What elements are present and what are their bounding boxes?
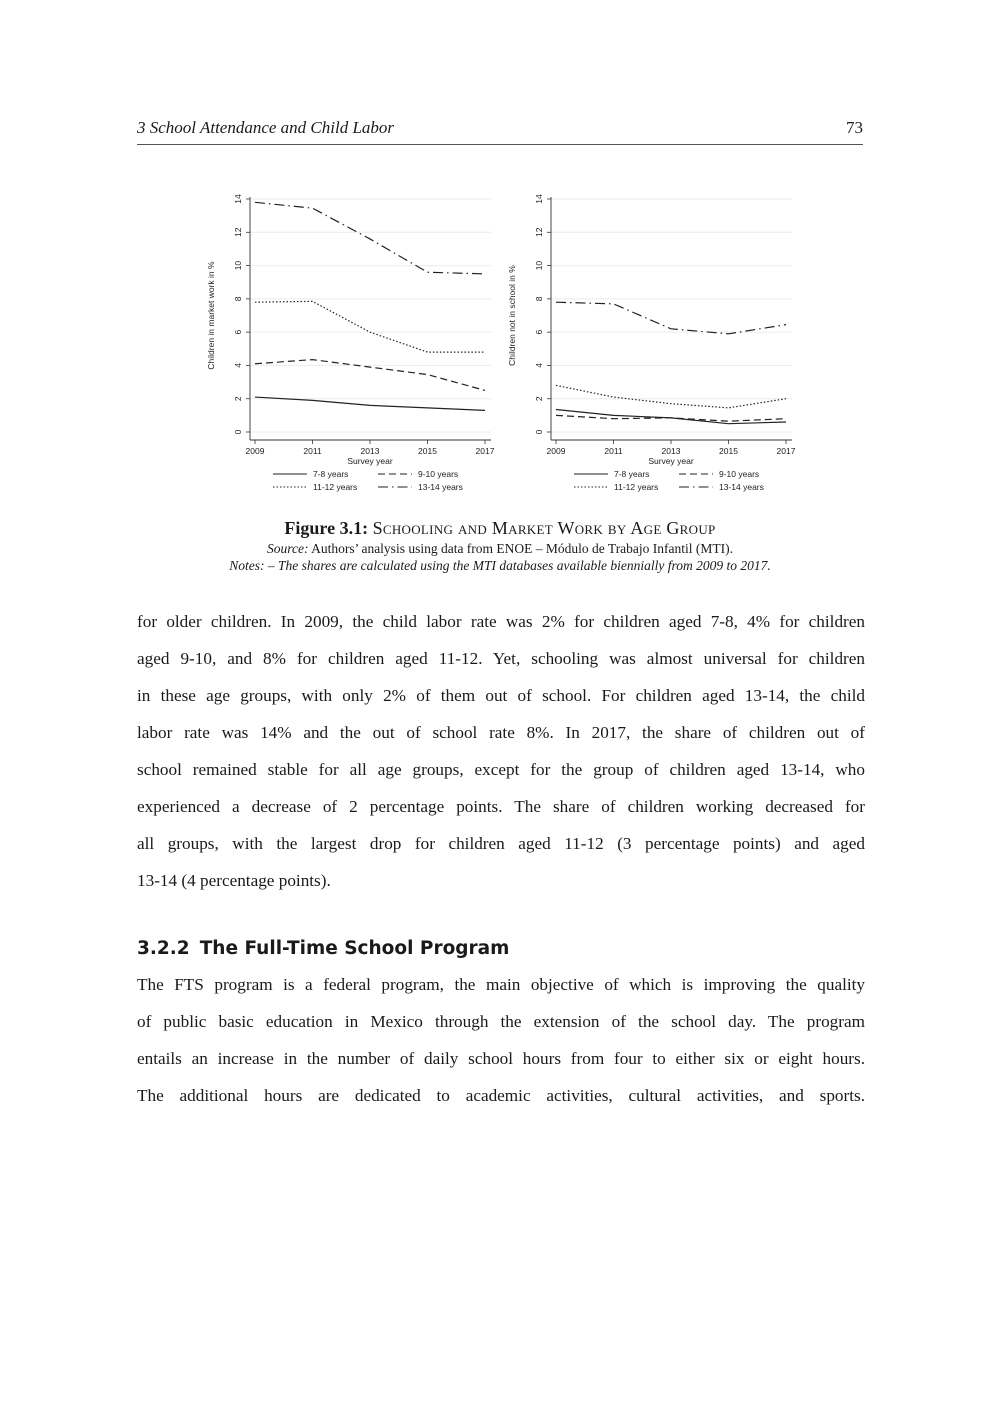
y-axis-title: Children not in school in % xyxy=(507,265,517,366)
source-text: Authors’ analysis using data from ENOE – Módulo de Trabajo Infantil (MTI). xyxy=(308,541,734,556)
y-tick-label: 10 xyxy=(233,260,243,271)
legend-label: 13-14 years xyxy=(418,482,463,492)
source-label: Source: xyxy=(266,541,309,556)
text-line: for older children. In 2009, the child labor rate was 2% for children aged 7-8, 4% for children xyxy=(137,612,865,631)
figure-notes: Notes: – The shares are calculated using the MTI databases available biennially from 2009 to 2017. xyxy=(229,558,771,573)
text-line: aged 9-10, and 8% for children aged 11-12. Yet, schooling was almost universal for children xyxy=(137,649,865,668)
legend-label: 7-8 years xyxy=(313,469,349,479)
series-line-11-12-years xyxy=(556,385,786,407)
section-number: 3.2.2 xyxy=(137,938,190,959)
y-tick-label: 4 xyxy=(534,363,544,368)
figure-label: Figure 3.1: xyxy=(284,518,369,538)
y-tick-label: 8 xyxy=(534,296,544,302)
legend-label: 7-8 years xyxy=(614,469,650,479)
x-tick-label: 2015 xyxy=(418,446,437,456)
series-line-7-8-years xyxy=(556,410,786,424)
figure-caption xyxy=(137,518,863,574)
text-line: of public basic education in Mexico through the extension of the school day. The program xyxy=(137,1012,865,1031)
y-tick-label: 12 xyxy=(534,227,544,238)
legend-label: 13-14 years xyxy=(719,482,764,492)
y-tick-label: 10 xyxy=(534,260,544,271)
chart-panel-1 xyxy=(206,194,495,492)
text-line: entails an increase in the number of daily school hours from four to either six or eight hours. xyxy=(137,1049,865,1068)
series-line-9-10-years xyxy=(556,415,786,421)
text-line: 13-14 (4 percentage points). xyxy=(137,871,331,890)
y-tick-label: 14 xyxy=(233,194,243,204)
section-title: The Full-Time School Program xyxy=(199,938,510,959)
x-axis-title: Survey year xyxy=(347,456,393,466)
y-tick-label: 2 xyxy=(534,396,544,402)
x-tick-label: 2013 xyxy=(661,446,681,456)
x-tick-label: 2013 xyxy=(360,446,380,456)
text-line: in these age groups, with only 2% of them out of school. For children aged 13-14, the child xyxy=(137,686,865,705)
x-tick-label: 2009 xyxy=(546,446,566,456)
text-line: school remained stable for all age groups, except for the group of children aged 13-14, who xyxy=(137,760,865,779)
figure-title: Schooling and Market Work by Age Group xyxy=(372,518,716,538)
x-tick-label: 2017 xyxy=(776,446,796,456)
y-tick-label: 12 xyxy=(233,227,243,238)
page-number: 73 xyxy=(846,118,863,137)
text-line: The FTS program is a federal program, the main objective of which is improving the quality xyxy=(137,975,865,994)
y-tick-label: 4 xyxy=(233,363,243,368)
y-tick-label: 2 xyxy=(233,396,243,402)
legend-label: 9-10 years xyxy=(719,469,760,479)
y-tick-label: 14 xyxy=(534,194,544,204)
text-line: labor rate was 14% and the out of school rate 8%. In 2017, the share of children out of xyxy=(137,723,865,742)
series-line-13-14-years xyxy=(556,302,786,334)
x-tick-label: 2017 xyxy=(475,446,495,456)
x-tick-label: 2009 xyxy=(245,446,265,456)
chart-panel-2 xyxy=(507,194,796,492)
paragraph-results xyxy=(137,603,865,899)
section-heading xyxy=(137,938,509,959)
x-tick-label: 2015 xyxy=(719,446,738,456)
x-tick-label: 2011 xyxy=(303,446,322,456)
y-axis-title: Children in market work in % xyxy=(206,261,216,370)
figure-charts xyxy=(195,185,815,505)
running-head xyxy=(137,116,863,145)
y-tick-label: 6 xyxy=(233,329,243,335)
y-tick-label: 0 xyxy=(233,429,243,435)
paragraph-fts xyxy=(137,966,865,1114)
text-line: all groups, with the largest drop for children aged 11-12 (3 percentage points) and aged xyxy=(137,834,865,853)
series-line-11-12-years xyxy=(255,301,485,352)
x-tick-label: 2011 xyxy=(604,446,623,456)
text-line: experienced a decrease of 2 percentage points. The share of children working decreased for xyxy=(137,797,865,816)
legend-label: 9-10 years xyxy=(418,469,459,479)
y-tick-label: 0 xyxy=(534,429,544,435)
series-line-9-10-years xyxy=(255,360,485,391)
legend-label: 11-12 years xyxy=(614,482,659,492)
x-axis-title: Survey year xyxy=(648,456,694,466)
y-tick-label: 6 xyxy=(534,329,544,335)
running-title: 3 School Attendance and Child Labor xyxy=(137,118,395,137)
text-line: The additional hours are dedicated to academic activities, cultural activities, and sports. xyxy=(137,1086,865,1105)
y-tick-label: 8 xyxy=(233,296,243,302)
series-line-13-14-years xyxy=(255,202,485,274)
figure-3-1 xyxy=(195,185,815,505)
legend-label: 11-12 years xyxy=(313,482,358,492)
